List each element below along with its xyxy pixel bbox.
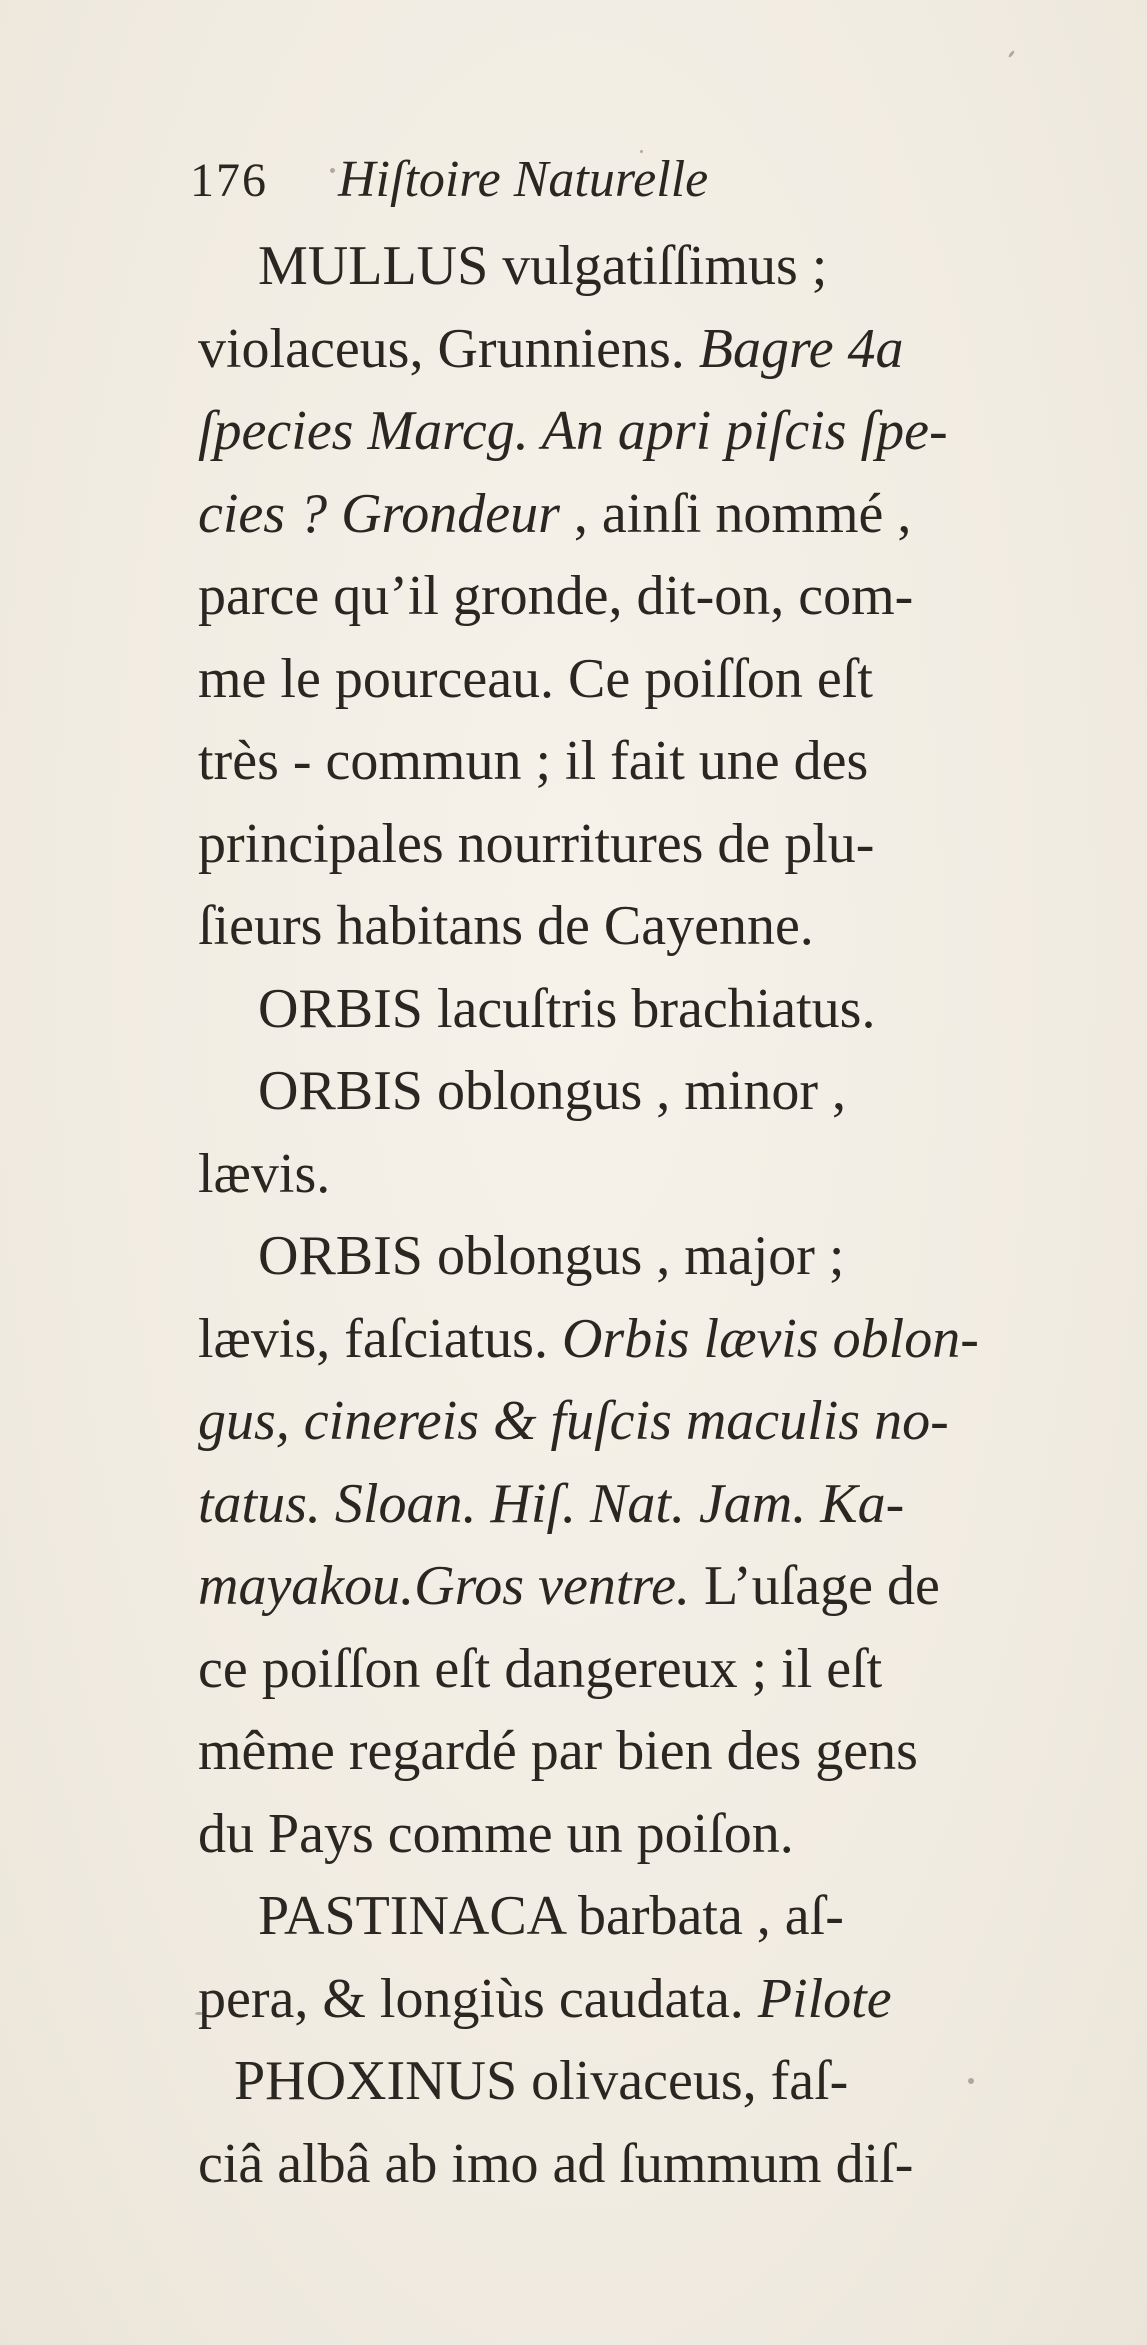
roman-text: ciâ albâ ab imo ad ſummum diſ- [198, 2132, 914, 2195]
roman-text: me le pourceau. Ce poiſſon eſt [198, 647, 873, 710]
roman-text: très - commun ; il fait une des [198, 730, 869, 792]
text-line [198, 390, 1118, 473]
text-line [198, 1628, 1118, 1711]
text-line [198, 1710, 1118, 1793]
italic-text: Bagre 4a [698, 317, 904, 380]
roman-text: violaceus, Grunniens. [198, 317, 699, 380]
text-line [198, 1215, 1118, 1298]
italic-text: ſpecies Marcg. An apri piſcis ſpe- [198, 400, 948, 462]
roman-text: ORBIS oblongus , minor , [258, 1060, 847, 1122]
text-line [198, 885, 1118, 968]
text-line [198, 1298, 1118, 1381]
roman-text: du Pays comme un poiſon. [198, 1802, 794, 1865]
page-header [190, 150, 708, 220]
roman-text: PASTINACA barbata , aſ- [258, 1885, 844, 1947]
text-line [198, 2123, 1118, 2206]
text-line [198, 225, 1118, 308]
italic-text: Orbis lævis oblon- [561, 1307, 979, 1370]
text-line [198, 1545, 1118, 1628]
text-line [198, 1958, 1118, 2041]
roman-text: ce poiſſon eſt dangereux ; il eſt [198, 1637, 883, 1700]
roman-text: ſieurs habitans de Cayenne. [198, 895, 814, 957]
italic-text: tatus. Sloan. Hiſ. Nat. Jam. Ka- [198, 1472, 905, 1535]
text-line [198, 308, 1118, 391]
text-line [198, 473, 1118, 556]
page-number: 176 [190, 154, 268, 207]
roman-text: principales nourritures de plu- [198, 812, 875, 875]
roman-text: , ainſi nommé , [559, 482, 912, 545]
roman-text: lævis, faſciatus. [198, 1307, 562, 1370]
text-line [198, 1380, 1118, 1463]
text-line [198, 968, 1118, 1051]
running-title: Hiſtoire Naturelle [338, 151, 709, 208]
text-line [198, 720, 1118, 803]
roman-text: L’uſage de [689, 1555, 940, 1617]
body-text [198, 225, 1118, 2205]
text-line [198, 1875, 1118, 1958]
text-line [198, 638, 1118, 721]
text-line [198, 1793, 1118, 1876]
roman-text: ORBIS lacuſtris brachiatus. [258, 977, 876, 1040]
roman-text: PHOXINUS olivaceus, faſ- [234, 2050, 849, 2112]
roman-text: pera, & longiùs caudata. [198, 1967, 758, 2030]
roman-text: lævis. [198, 1142, 331, 1205]
roman-text: parce qu’il gronde, dit-on, com- [198, 565, 914, 627]
text-line [198, 803, 1118, 886]
text-line [198, 1463, 1118, 1546]
italic-text: gus, cinereis & fuſcis maculis no- [198, 1390, 949, 1452]
italic-text: Pilote [757, 1967, 892, 2030]
roman-text: MULLUS vulgatiſſimus ; [258, 235, 828, 297]
roman-text: ORBIS oblongus , major ; [258, 1225, 845, 1287]
text-line [198, 2040, 1118, 2123]
text-line [198, 1050, 1118, 1133]
text-line [198, 555, 1118, 638]
ink-speck [1008, 50, 1015, 58]
italic-text: cies ? Grondeur [198, 482, 560, 545]
text-line [198, 1133, 1118, 1216]
italic-text: mayakou.Gros ventre. [198, 1555, 690, 1617]
roman-text: même regardé par bien des gens [198, 1720, 918, 1782]
